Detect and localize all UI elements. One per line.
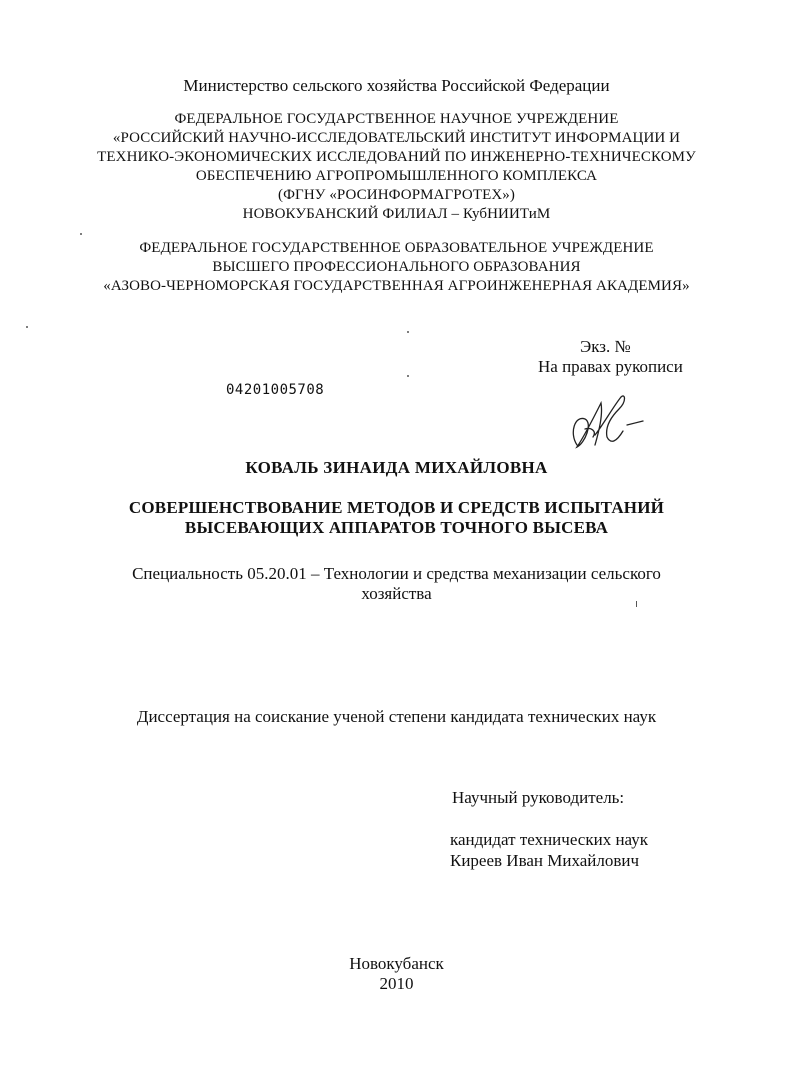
scan-speck <box>636 601 637 607</box>
author-name: КОВАЛЬ ЗИНАИДА МИХАЙЛОВНА <box>245 458 548 477</box>
scan-speck <box>80 233 82 235</box>
supervisor-label: Научный руководитель: <box>452 788 625 807</box>
institution-line: ТЕХНИКО-ЭКОНОМИЧЕСКИХ ИССЛЕДОВАНИЙ ПО ИНЖЕНЕРНО-ТЕХНИЧЕСКОМУ <box>97 149 696 165</box>
scan-speck <box>407 375 409 377</box>
supervisor-degree: кандидат технических наук <box>450 830 648 849</box>
specialty-line: Специальность 05.20.01 – Технологии и средства механизации сельского <box>132 564 661 583</box>
year: 2010 <box>379 974 414 993</box>
degree-statement: Диссертация на соискание ученой степени кандидата технических наук <box>136 707 657 726</box>
title-line: ВЫСЕВАЮЩИХ АППАРАТОВ ТОЧНОГО ВЫСЕВА <box>184 518 609 537</box>
scan-speck <box>26 326 28 328</box>
academy-line: ФЕДЕРАЛЬНОЕ ГОСУДАРСТВЕННОЕ ОБРАЗОВАТЕЛЬНОЕ УЧРЕЖДЕНИЕ <box>139 240 654 256</box>
manuscript-rights-label: На правах рукописи <box>538 357 683 376</box>
institution-block <box>0 110 793 224</box>
ministry-name: Министерство сельского хозяйства Российской Федерации <box>183 76 610 95</box>
city: Новокубанск <box>349 954 444 973</box>
institution-line: ФЕДЕРАЛЬНОЕ ГОСУДАРСТВЕННОЕ НАУЧНОЕ УЧРЕЖДЕНИЕ <box>174 111 619 127</box>
supervisor-name: Киреев Иван Михайлович <box>450 851 640 870</box>
specialty <box>0 564 793 604</box>
institution-line: НОВОКУБАНСКИЙ ФИЛИАЛ – КубНИИТиМ <box>242 206 551 222</box>
institution-line: «РОССИЙСКИЙ НАУЧНО-ИССЛЕДОВАТЕЛЬСКИЙ ИНСТИТУТ ИНФОРМАЦИИ И <box>112 130 681 146</box>
specialty-line: хозяйства <box>361 584 432 603</box>
scan-speck <box>407 331 409 333</box>
academy-line: ВЫСШЕГО ПРОФЕССИОНАЛЬНОГО ОБРАЗОВАНИЯ <box>212 259 581 275</box>
copy-number-label: Экз. № <box>580 337 631 356</box>
handwritten-signature <box>555 385 650 460</box>
academy-block <box>0 239 793 296</box>
thesis-title <box>0 498 793 538</box>
institution-line: (ФГНУ «РОСИНФОРМАГРОТЕХ») <box>278 187 515 203</box>
institution-line: ОБЕСПЕЧЕНИЮ АГРОПРОМЫШЛЕННОГО КОМПЛЕКСА <box>195 168 598 184</box>
registry-code: 04201005708 <box>226 382 325 398</box>
title-line: СОВЕРШЕНСТВОВАНИЕ МЕТОДОВ И СРЕДСТВ ИСПЫТАНИЙ <box>128 498 665 517</box>
academy-line: «АЗОВО-ЧЕРНОМОРСКАЯ ГОСУДАРСТВЕННАЯ АГРОИНЖЕНЕРНАЯ АКАДЕМИЯ» <box>103 278 690 294</box>
